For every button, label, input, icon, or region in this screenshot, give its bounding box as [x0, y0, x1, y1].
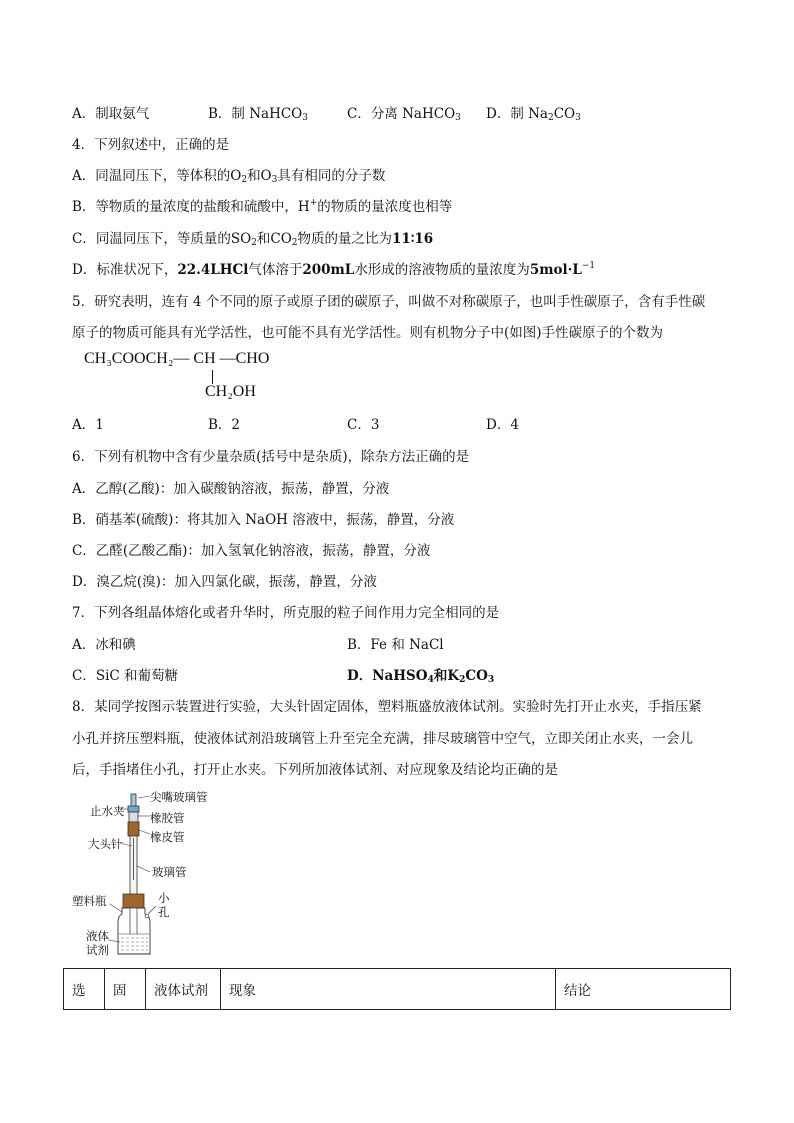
q6-option-d: D．溴乙烷(溴)：加入四氯化碳，振荡，静置，分液	[72, 574, 377, 590]
structural-formula-top: CH₃COOCH₂— CH —CHO	[84, 350, 270, 367]
q5-stem-line1: 5．研究表明，连有 4 个不同的原子或原子团的碳原子，叫做不对称碳原子，也叫手性碳原子，含有手性碳	[72, 294, 706, 310]
q6-option-a: A．乙醇(乙酸)：加入碳酸钠溶液，振荡，静置，分液	[72, 481, 390, 497]
label-plastic-bottle: 塑料瓶	[72, 894, 107, 908]
q7-stem: 7．下列各组晶体熔化或者升华时，所克服的粒子间作用力完全相同的是	[72, 605, 500, 621]
q3-option-d: D．制 $Na_2CO_3$	[486, 106, 581, 123]
q7-option-d: D．NaHSO$_4$和$K_2CO_3$	[347, 668, 495, 685]
q5-option-b: B．2	[208, 417, 241, 433]
q5-option-c: C．3	[347, 417, 380, 433]
table-header-liquid-reagent: 液体试剂	[146, 969, 221, 1010]
label-small-hole-1: 小	[158, 891, 170, 905]
q4-option-a: A．同温同压下，等体积的$O_2$和$O_3$具有相同的分子数	[72, 168, 386, 185]
label-pin: 大头针	[88, 837, 123, 851]
q5-option-d: D．4	[486, 417, 519, 433]
q3-option-a: A．制取氨气	[72, 106, 150, 122]
q6-stem: 6．下列有机物中含有少量杂质(括号中是杂质)，除杂方法正确的是	[72, 449, 470, 465]
q5-stem-line2: 原子的物质可能具有光学活性，也可能不具有光学活性。则有机物分子中(如图)手性碳原子的个数为	[72, 325, 664, 341]
label-rubber-tube: 橡胶管	[150, 811, 185, 825]
q8-stem-line1: 8．某同学按图示装置进行实验，大头针固定固体，塑料瓶盛放液体试剂。实验时先打开止水夹，手指压紧	[72, 699, 702, 715]
formula-bond-line	[212, 370, 213, 384]
q3-option-c: C．分离 NaHCO$_3$	[347, 106, 461, 123]
label-reagent: 试剂	[86, 943, 109, 957]
q3-option-b: B．制 NaHCO$_3$	[208, 106, 308, 123]
q4-option-d: D．标准状况下，22.4LHCl气体溶于200mL水形成的溶液物质的量浓度为$5mol\cdot L^{-1}$	[72, 261, 596, 278]
q8-stem-line3: 后，手指堵住小孔，打开止水夹。下列所加液体试剂、对应现象及结论均正确的是	[72, 762, 558, 778]
q7-option-a: A．冰和碘	[72, 637, 136, 653]
structural-formula-bottom: CH₂OH	[205, 383, 256, 400]
table-header-option: 选	[64, 969, 105, 1010]
label-tip-glass-tube: 尖嘴玻璃管	[150, 790, 208, 804]
q6-option-c: C．乙醛(乙酸乙酯)：加入氢氧化钠溶液，振荡，静置，分液	[72, 543, 431, 559]
table-header-conclusion: 结论	[556, 969, 731, 1010]
q7-option-c: C．SiC 和葡萄糖	[72, 668, 179, 684]
table-header-row	[64, 969, 731, 1010]
answer-table	[63, 968, 731, 1010]
q4-stem: 4．下列叙述中，正确的是	[72, 137, 230, 153]
label-rubber-stopper: 橡皮管	[150, 830, 185, 844]
q8-stem-line2: 小孔并挤压塑料瓶，使液体试剂沿玻璃管上升至完全充满，排尽玻璃管中空气，立即关闭止水夹，一会儿	[72, 731, 693, 747]
q4-option-b: B．等物质的量浓度的盐酸和硫酸中，H+的物质的量浓度也相等	[72, 198, 453, 215]
label-small-hole-2: 孔	[158, 905, 170, 919]
label-liquid: 液体	[86, 929, 109, 943]
label-water-clamp: 止水夹	[90, 804, 125, 818]
q5-option-a: A．1	[72, 417, 104, 433]
table-header-solid: 固	[105, 969, 146, 1010]
q6-option-b: B．硝基苯(硫酸)：将其加入 NaOH 溶液中，振荡，静置，分液	[72, 512, 455, 528]
q7-option-b: B．Fe 和 NaCl	[347, 637, 444, 653]
q4-option-c: C．同温同压下，等质量的$SO_2$和$CO_2$物质的量之比为11∶16	[72, 231, 434, 248]
table-header-phenomenon: 现象	[221, 969, 556, 1010]
label-glass-tube: 玻璃管	[152, 865, 187, 879]
